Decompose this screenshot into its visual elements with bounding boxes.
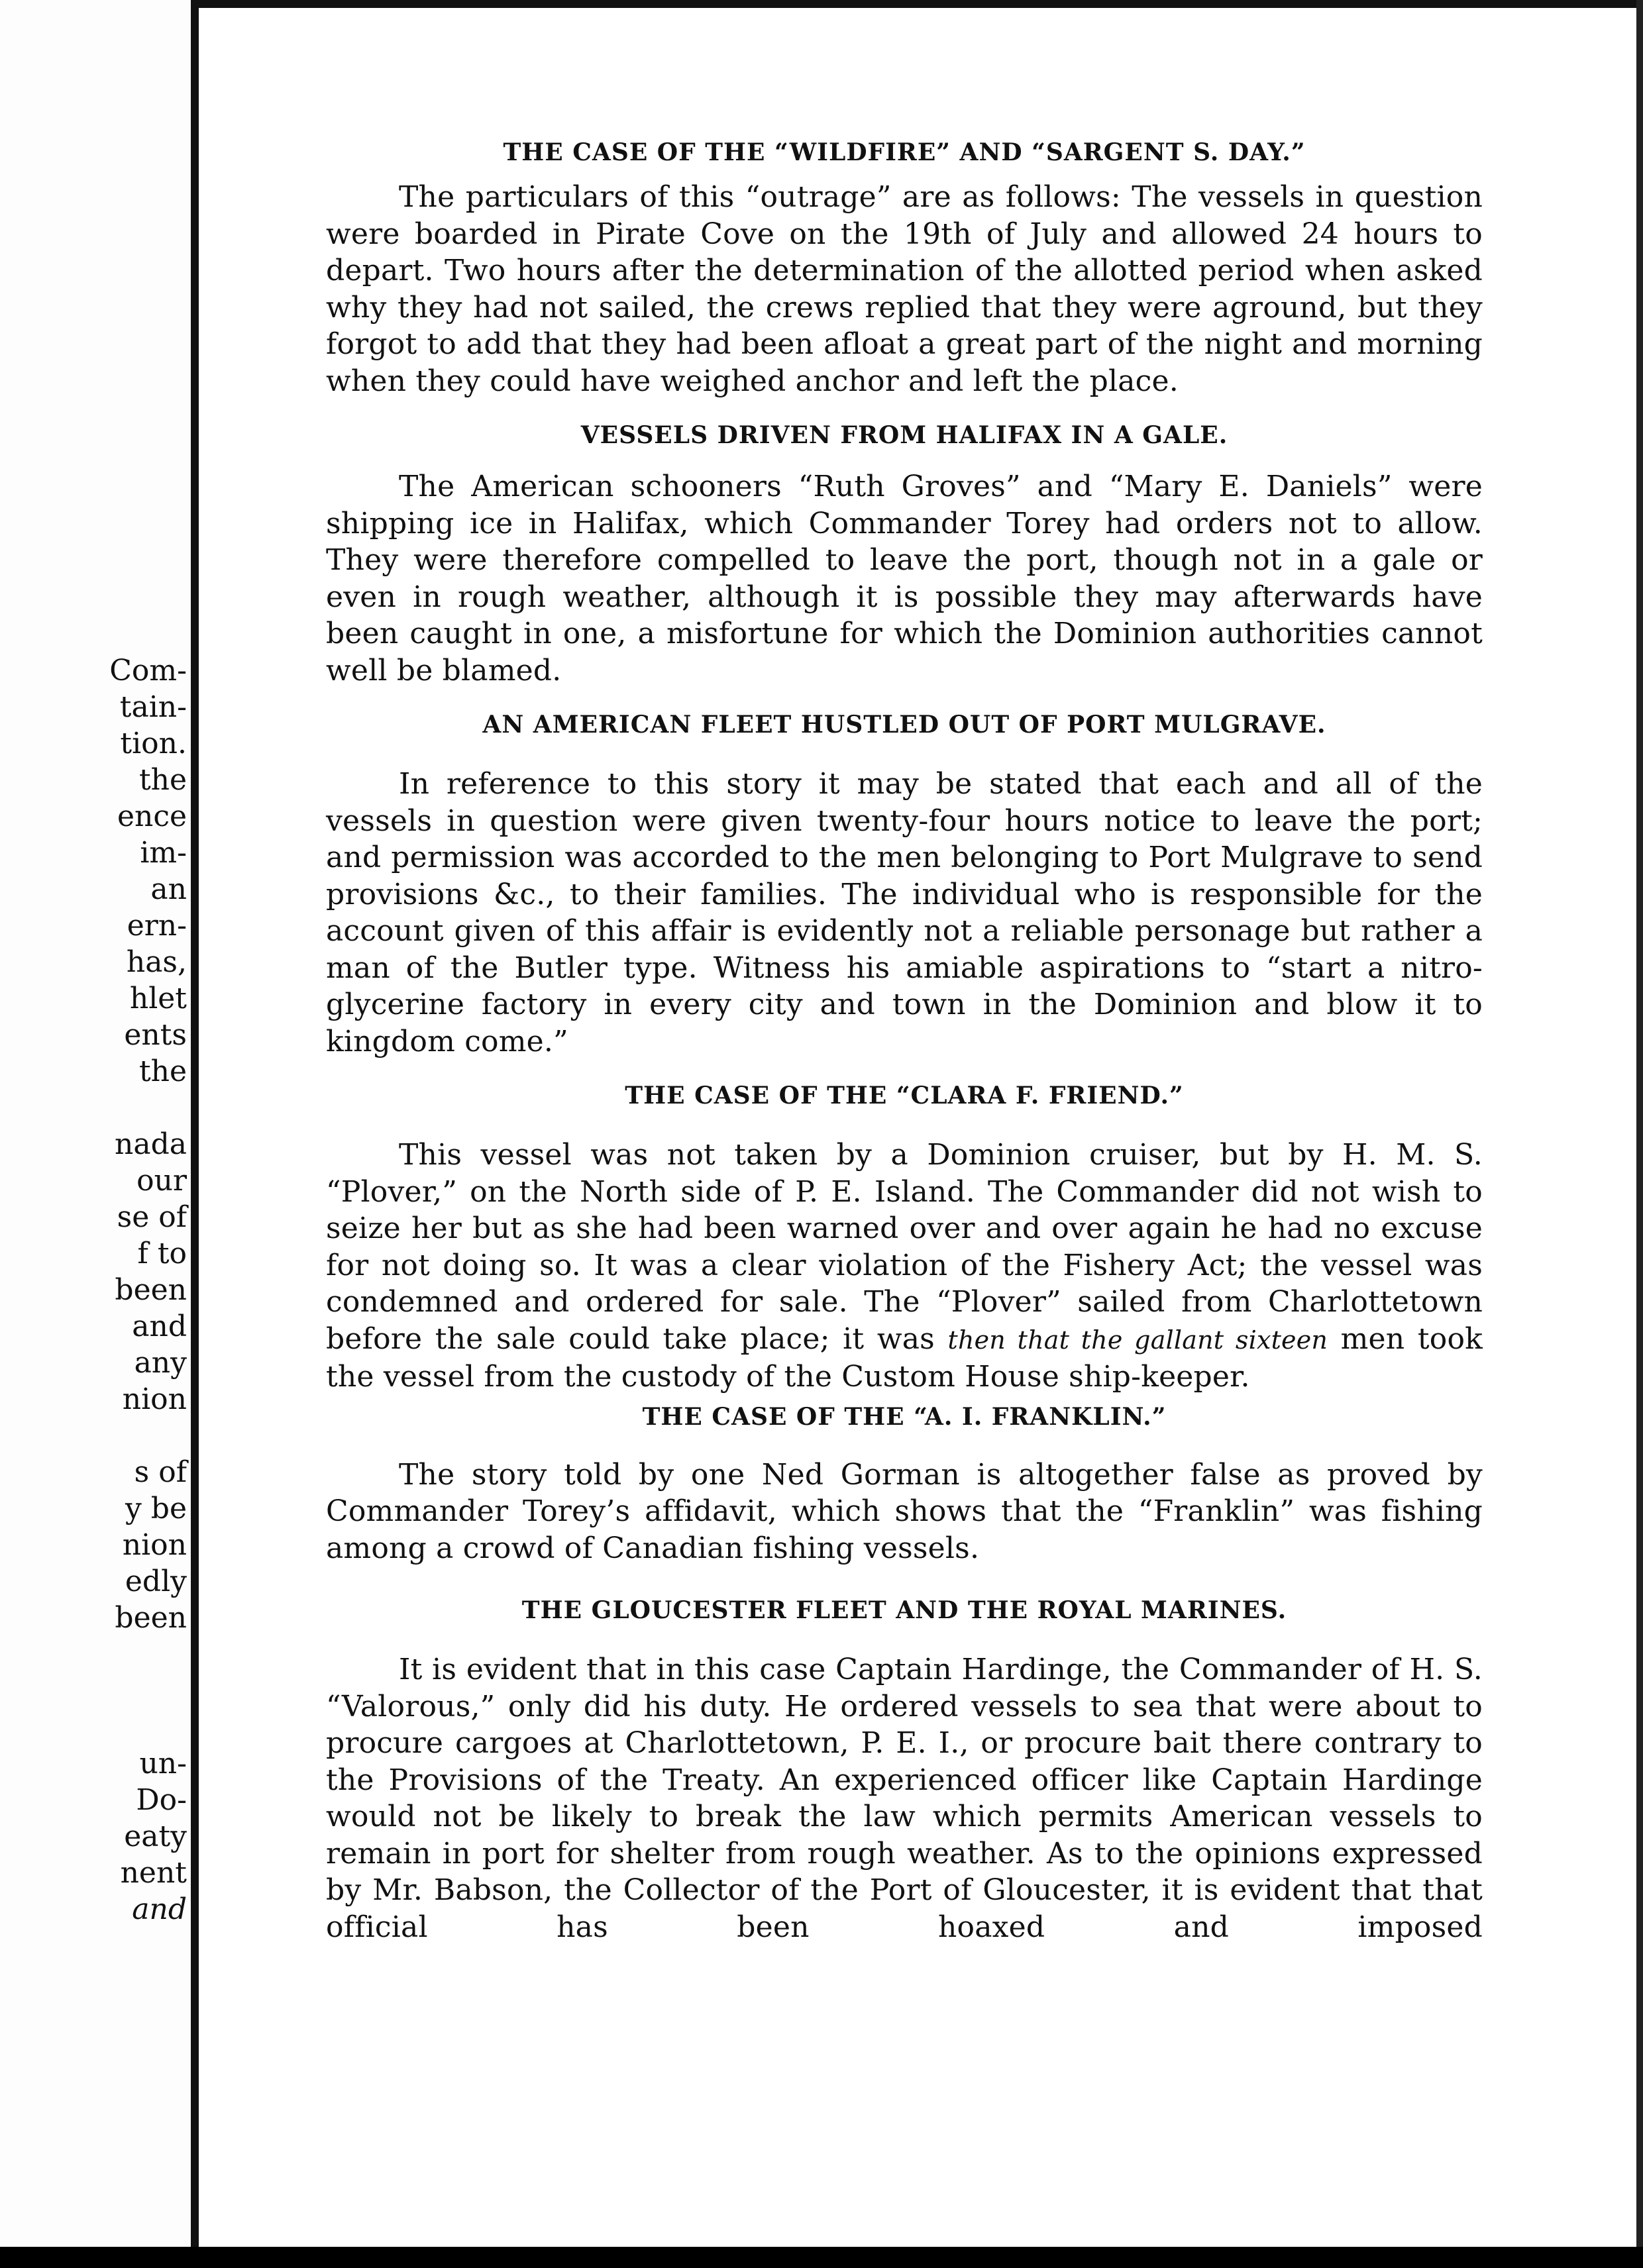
margin-fragment: ence [117, 799, 187, 833]
margin-fragment: and [132, 1310, 187, 1343]
heading-franklin: THE CASE OF THE “A. I. FRANKLIN.” [642, 1402, 1167, 1431]
margin-fragment: been [115, 1273, 187, 1307]
margin-fragment: nion [122, 1382, 187, 1416]
margin-fragment: nion [122, 1528, 187, 1562]
margin-fragment: ents [124, 1018, 187, 1052]
margin-fragment: hlet [129, 982, 187, 1015]
margin-fragment: the [138, 763, 187, 797]
margin-fragment: tain- [119, 690, 187, 724]
margin-fragment: Do- [136, 1783, 187, 1817]
margin-fragment: im- [140, 836, 187, 870]
margin-fragment: any [134, 1346, 187, 1380]
margin-fragment: nada [115, 1127, 187, 1161]
paragraph-clara-friend [326, 1137, 1483, 1396]
clara-text-italic: then that the gallant sixteen [947, 1325, 1328, 1355]
margin-fragment: our [136, 1164, 187, 1198]
margin-fragment: and [132, 1892, 187, 1926]
margin-fragment: been [115, 1601, 187, 1635]
margin-fragment: eaty [124, 1820, 187, 1853]
paragraph-franklin: The story told by one Ned Gorman is altogether false as proved by Commander Torey’s affidavit, which shows that the “Franklin” was fishing among a crowd of Canadian fishing vessels. [326, 1457, 1483, 1565]
book-spine [191, 0, 199, 2247]
margin-fragment: s of [134, 1455, 187, 1489]
margin-fragment: has, [126, 945, 187, 979]
margin-fragment: se of [117, 1200, 187, 1234]
heading-clara-friend: THE CASE OF THE “CLARA F. FRIEND.” [625, 1082, 1184, 1109]
paragraph-halifax: The American schooners “Ruth Groves” and “Mary E. Daniels” were shipping ice in Halifax, which Commander Torey had orders not to allow. They were therefore compelled to leave the port, though not in a gale or even in rough weather, although it is possible they may afterwards have been caught in one, a misfortune for which the Dominion authorities cannot well be blamed. [326, 470, 1483, 688]
margin-fragment: Com- [109, 654, 187, 688]
paragraph-gloucester: It is evident that in this case Captain Hardinge, the Commander of H. S. “Valorous,” only did his duty. He ordered vessels to sea that were about to procure cargoes at Charlottetown, P. E. I., or procure bait there contrary to the Provisions of the Treaty. An experienced officer like Captain Hardinge would not be likely to break the law which permits American vessels to remain in port for shelter from rough weather. As to the opinions expressed by Mr. Babson, the Collector of the Port of Gloucester, it is evident that that official has been hoaxed and imposed [326, 1653, 1483, 1944]
margin-fragment: un- [139, 1747, 187, 1780]
margin-fragment: y be [125, 1492, 187, 1525]
heading-halifax: VESSELS DRIVEN FROM HALIFAX IN A GALE. [580, 421, 1228, 449]
clara-text-a: This vessel was not taken by a Dominion cruiser, but by H. M. S. “Plover,” on the North side of P. E. Island. The Commander did not wish to seize her but as she had been warned over and over again he had no excuse for not doing so. It was a clear violation of the Fishery Act; the vessel was condemned and ordered for sale. The “Plover” sailed from Charlottetown before the sale could take place; it was [326, 1138, 1483, 1356]
margin-fragment: an [150, 872, 187, 906]
margin-fragment: tion. [120, 727, 187, 760]
margin-fragment: ern- [127, 909, 187, 943]
heading-wildfire: THE CASE OF THE “WILDFIRE” AND “SARGENT S. DAY.” [503, 138, 1306, 166]
margin-fragment: nent [120, 1856, 187, 1890]
clara-text-b: men took the vessel from the custody of the Custom House ship-keeper. [326, 1321, 1483, 1394]
heading-mulgrave: AN AMERICAN FLEET HUSTLED OUT OF PORT MULGRAVE. [482, 711, 1326, 739]
margin-fragment: f to [137, 1237, 187, 1270]
page-top-edge [199, 0, 1643, 8]
page-right-edge [1636, 0, 1643, 2247]
page-body [326, 132, 1483, 1945]
paragraph-wildfire: The particulars of this “outrage” are as follows: The vessels in question were boarded in Pirate Cove on the 19th of July and allowed 24 hours to depart. Two hours after the determination of the allotted period when asked why they had not sailed, the crews replied that they were aground, but they forgot to add that they had been afloat a great part of the night and morning when they could have weighed anchor and left the place. [326, 180, 1483, 398]
paragraph-mulgrave: In reference to this story it may be stated that each and all of the vessels in question were given twenty-four hours notice to leave the port; and permission was accorded to the men belonging to Port Mulgrave to send provisions &c., to their families. The individual who is responsible for the account given of this affair is evidently not a reliable personage but rather a man of the Butler type. Witness his amiable aspirations to “start a nitro-glycerine factory in every city and town in the Dominion and blow it to kingdom come.” [326, 767, 1483, 1058]
heading-gloucester: THE GLOUCESTER FLEET AND THE ROYAL MARINES. [521, 1596, 1287, 1624]
margin-fragment: the [138, 1055, 187, 1088]
facing-page-margin [0, 0, 191, 2247]
scan-bottom-band [0, 2247, 1643, 2268]
margin-fragment: edly [125, 1565, 187, 1598]
